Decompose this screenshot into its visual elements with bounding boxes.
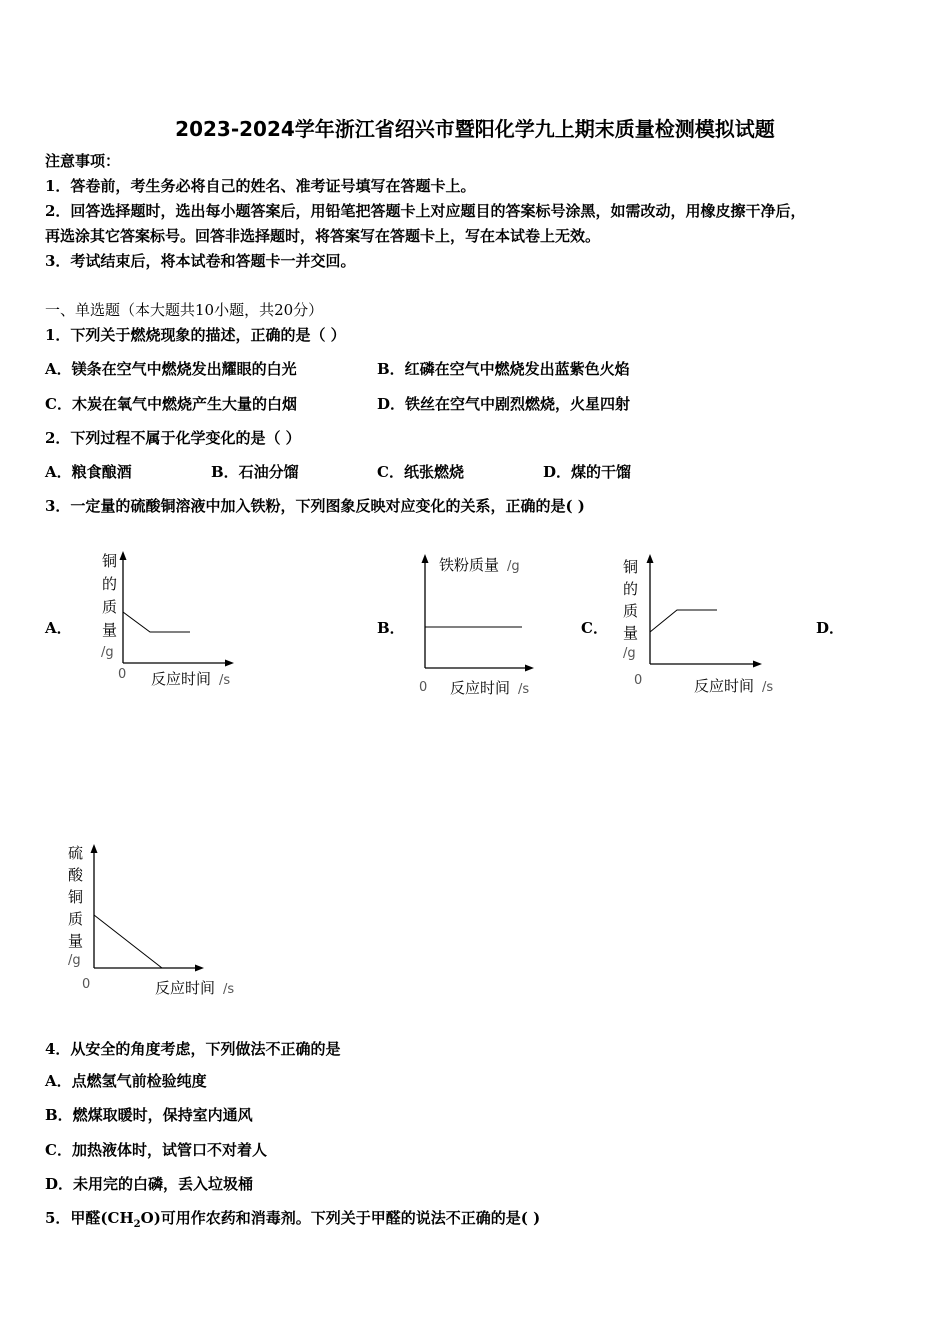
graph-d-curve [94, 915, 162, 968]
graph-a-ylabel-char: 量 [102, 621, 118, 639]
section-heading: 一、单选题（本大题共10小题，共20分） [45, 301, 324, 319]
graph-d-ylabel-char: 硫 [68, 844, 84, 862]
q3-option-c-label: C． [581, 619, 608, 637]
graph-d-xunit: /s [223, 982, 235, 997]
q5-stem-part: 5．甲醛(CH [45, 1209, 134, 1227]
q3-option-a-label: A． [45, 619, 72, 637]
graph-a-xlabel: 反应时间 [151, 670, 212, 688]
graph-c-ylabel-char: 量 [623, 624, 639, 642]
graph-a-curve [123, 612, 190, 632]
graph-d-yunit: /g [68, 953, 81, 968]
graph-a-ylabel-char: 铜 [102, 552, 118, 570]
page-title: 2023-2024学年浙江省绍兴市暨阳化学九上期末质量检测模拟试题 [175, 117, 775, 141]
graph-c-xlabel: 反应时间 [694, 677, 755, 695]
notice-item: 3．考试结束后，将本试卷和答题卡一并交回。 [45, 252, 356, 270]
q1-option-b: B．红磷在空气中燃烧发出蓝紫色火焰 [377, 360, 630, 378]
q1-option-c: C．木炭在氧气中燃烧产生大量的白烟 [45, 395, 297, 413]
graph-c-curve [650, 610, 717, 632]
q4-option-d: D．未用完的白磷，丢入垃圾桶 [45, 1175, 254, 1193]
graph-b [410, 548, 550, 698]
q4-option-c: C．加热液体时，试管口不对着人 [45, 1141, 267, 1159]
notice-item: 1．答卷前，考生务必将自己的姓名、准考证号填写在答题卡上。 [45, 177, 476, 195]
graph-d-xlabel: 反应时间 [155, 979, 216, 997]
graph-a-ylabel-char: 质 [102, 598, 118, 616]
q4-option-b: B．燃煤取暖时，保持室内通风 [45, 1106, 253, 1124]
graph-a [95, 545, 245, 695]
graph-d [60, 838, 250, 1003]
graph-d-ylabel-char: 量 [68, 932, 84, 950]
graph-b-yunit: /g [507, 559, 520, 574]
graph-d-ylabel-char: 质 [68, 910, 84, 928]
graph-d-ylabel-char: 铜 [68, 888, 84, 906]
graph-a-ylabel-char: 的 [102, 575, 118, 593]
graph-b-origin: 0 [419, 680, 428, 695]
graph-c-xunit: /s [762, 680, 774, 695]
graph-b-xlabel: 反应时间 [450, 679, 511, 697]
graph-b-ylabel: 铁粉质量 [439, 556, 500, 574]
notice-heading: 注意事项： [45, 152, 121, 170]
q3-option-b-label: B． [377, 619, 405, 637]
q5-stem [45, 1208, 540, 1235]
graph-b-xunit: /s [518, 682, 530, 697]
q3-option-d-label: D． [816, 619, 845, 637]
graph-c-yunit: /g [623, 646, 636, 661]
graph-c-ylabel-char: 的 [623, 580, 639, 598]
q1-stem: 1．下列关于燃烧现象的描述，正确的是（ ） [45, 326, 346, 344]
graph-a-xunit: /s [219, 673, 231, 688]
graph-a-origin: 0 [118, 667, 127, 682]
graph-c-ylabel-char: 铜 [623, 558, 639, 576]
graph-a-yunit: /g [101, 645, 114, 660]
graph-c-origin: 0 [634, 673, 643, 688]
graph-d-origin: 0 [82, 977, 91, 992]
q2-option-c: C．纸张燃烧 [377, 463, 464, 481]
q3-stem: 3．一定量的硫酸铜溶液中加入铁粉，下列图象反映对应变化的关系，正确的是( ) [45, 497, 585, 515]
notice-item: 2．回答选择题时，选出每小题答案后，用铅笔把答题卡上对应题目的答案标号涂黑，如需改动，用橡皮擦干净后， [45, 202, 806, 220]
q4-option-a: A．点燃氢气前检验纯度 [45, 1072, 207, 1090]
q1-option-d: D．铁丝在空气中剧烈燃烧，火星四射 [377, 395, 631, 413]
q4-stem: 4．从安全的角度考虑，下列做法不正确的是 [45, 1040, 341, 1058]
q2-option-b: B．石油分馏 [211, 463, 299, 481]
graph-d-ylabel-char: 酸 [68, 866, 84, 884]
q2-option-a: A．粮食酿酒 [45, 463, 132, 481]
q5-stem-part: O)可用作农药和消毒剂。下列关于甲醛的说法不正确的是( ) [140, 1209, 541, 1227]
graph-c-ylabel-char: 质 [623, 602, 639, 620]
q2-stem: 2．下列过程不属于化学变化的是（ ） [45, 429, 301, 447]
q2-option-d: D．煤的干馏 [543, 463, 632, 481]
notice-item: 再选涂其它答案标号。回答非选择题时，将答案写在答题卡上，写在本试卷上无效。 [45, 227, 601, 245]
graph-c [615, 548, 785, 698]
q5-subscript: 2 [133, 1219, 141, 1230]
q1-option-a: A．镁条在空气中燃烧发出耀眼的白光 [45, 360, 297, 378]
